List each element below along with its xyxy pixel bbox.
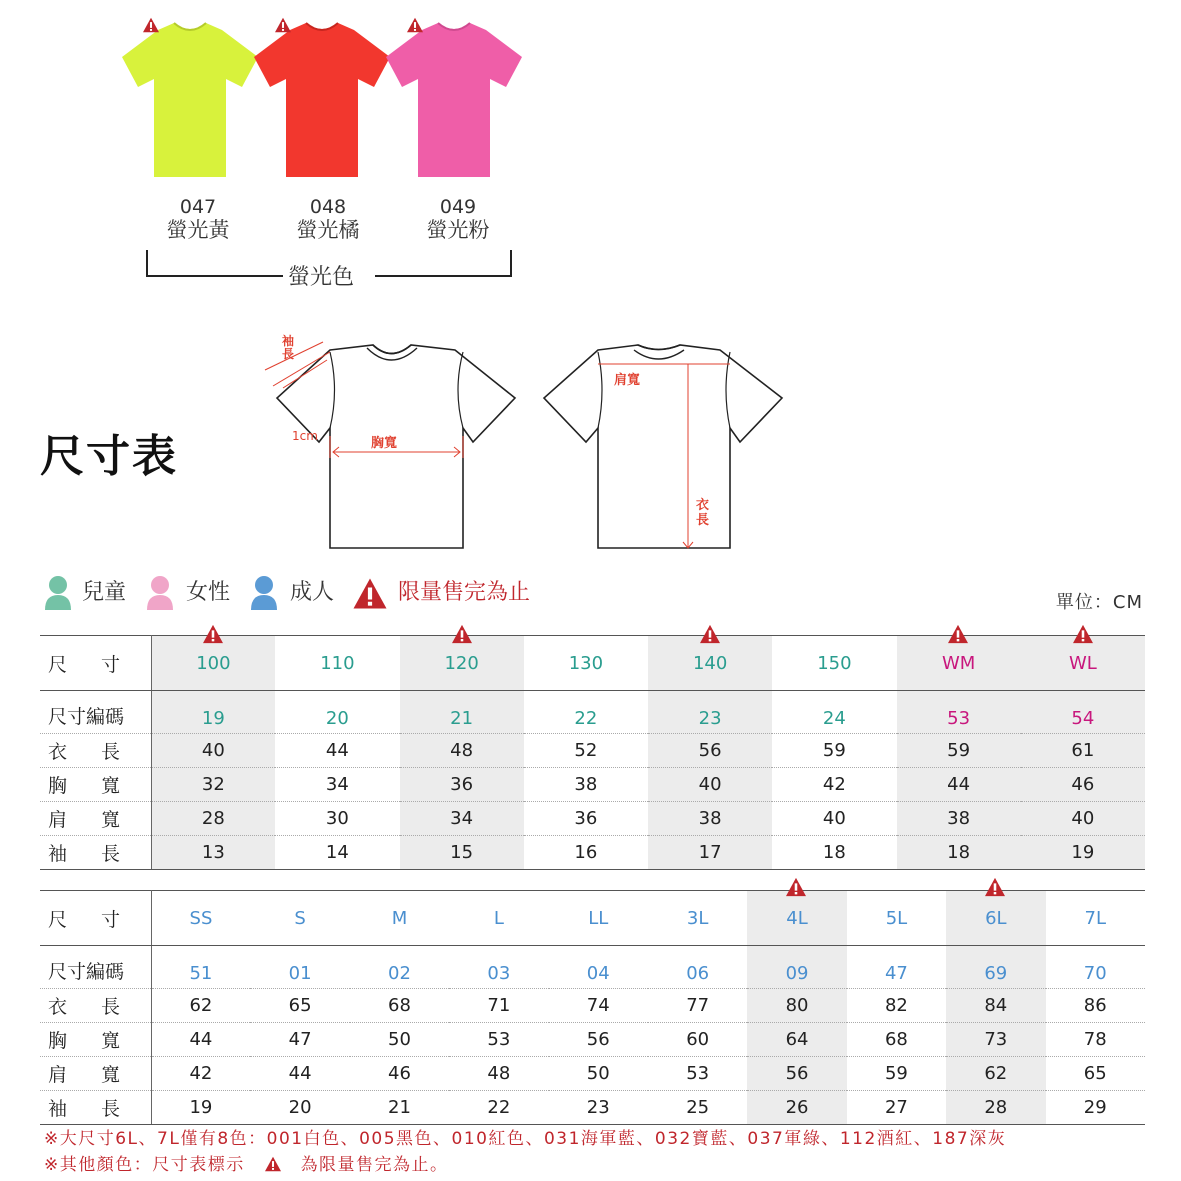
code-cell: 54: [1021, 691, 1145, 734]
value-cell: 46: [1021, 768, 1145, 802]
code-cell: 03: [487, 963, 511, 984]
row-header: 袖 長: [40, 836, 151, 870]
size-cell: 3L: [648, 891, 747, 946]
table-row: [40, 989, 1145, 1023]
tshirt-pink-icon: [382, 15, 527, 185]
size-cell: L: [449, 891, 548, 946]
value-cell: 53: [648, 1057, 747, 1091]
value-cell: 27: [847, 1091, 946, 1125]
row-header: 尺寸編碼: [40, 946, 151, 989]
warning-icon: [947, 624, 969, 644]
code-cell: 19: [151, 691, 275, 734]
value-cell: 59: [847, 1057, 946, 1091]
value-cell: 65: [250, 989, 349, 1023]
size-cell: 5L: [847, 891, 946, 946]
size-cell: 130: [524, 636, 648, 691]
swatch-code: 047: [179, 196, 217, 218]
table-row: [40, 1023, 1145, 1057]
value-cell: 59: [897, 734, 1021, 768]
value-cell: 28: [946, 1091, 1045, 1125]
chest-width-label: 胸寬: [371, 436, 398, 451]
swatch-code: 049: [439, 196, 477, 218]
value-cell: 34: [400, 802, 524, 836]
size-cell: 120: [400, 636, 524, 691]
table-row: [40, 802, 1145, 836]
value-cell: 36: [524, 802, 648, 836]
legend-women: 女性: [186, 580, 231, 605]
swatch-name: 螢光黃: [166, 218, 230, 242]
value-cell: 14: [275, 836, 399, 870]
value-cell: 18: [772, 836, 896, 870]
legend-kids: 兒童: [82, 580, 127, 605]
value-cell: 22: [449, 1091, 548, 1125]
row-header: 胸 寬: [40, 1023, 151, 1057]
adult-person-icon: [250, 575, 278, 611]
code-cell: 51: [189, 963, 213, 984]
value-cell: 68: [350, 989, 449, 1023]
legend-adult: 成人: [290, 580, 335, 605]
value-cell: 18: [897, 836, 1021, 870]
note-text: ※其他顏色：尺寸表標示: [44, 1155, 245, 1175]
value-cell: 56: [549, 1023, 648, 1057]
value-cell: 38: [648, 802, 772, 836]
warning-icon: [785, 877, 807, 897]
warning-icon: [142, 17, 160, 33]
row-header: 衣 長: [40, 989, 151, 1023]
value-cell: 61: [1021, 734, 1145, 768]
value-cell: 40: [648, 768, 772, 802]
warning-icon: [406, 17, 424, 33]
note-text: 為限量售完為止。: [300, 1155, 449, 1175]
size-cell: 110: [275, 636, 399, 691]
value-cell: 19: [151, 1091, 250, 1125]
size-cell: WL: [1021, 636, 1145, 691]
size-cell: S: [250, 891, 349, 946]
value-cell: 64: [747, 1023, 846, 1057]
value-cell: 78: [1046, 1023, 1145, 1057]
value-cell: 19: [1021, 836, 1145, 870]
table-row: [40, 768, 1145, 802]
warning-icon: [451, 624, 473, 644]
body-length-label: 衣長: [696, 498, 710, 528]
value-cell: 34: [275, 768, 399, 802]
value-cell: 71: [449, 989, 548, 1023]
size-cell: 7L: [1046, 891, 1145, 946]
page-title: 尺寸表: [40, 431, 178, 482]
offset-label: 1cm: [292, 429, 318, 443]
value-cell: 40: [151, 734, 275, 768]
value-cell: 62: [946, 1057, 1045, 1091]
table-row: [40, 891, 1145, 946]
size-cell: 6L: [946, 891, 1045, 946]
tshirt-orange-icon: [250, 15, 395, 185]
size-cell: M: [350, 891, 449, 946]
value-cell: 77: [648, 989, 747, 1023]
table-row: [40, 946, 1145, 989]
value-cell: 20: [250, 1091, 349, 1125]
sleeve-length-label: 袖長: [282, 334, 295, 361]
code-cell: 70: [1083, 963, 1107, 984]
swatch-code: 048: [309, 196, 347, 218]
kids-women-size-table: [40, 635, 1145, 870]
shirt-back-diagram: [540, 330, 790, 555]
value-cell: 68: [847, 1023, 946, 1057]
value-cell: 73: [946, 1023, 1045, 1057]
value-cell: 62: [151, 989, 250, 1023]
table-row: [40, 1091, 1145, 1125]
value-cell: 30: [275, 802, 399, 836]
warning-icon: [984, 877, 1006, 897]
swatch-orange: [250, 15, 395, 185]
value-cell: 65: [1046, 1057, 1145, 1091]
value-cell: 80: [747, 989, 846, 1023]
size-cell: LL: [549, 891, 648, 946]
adult-size-table: [40, 890, 1145, 1125]
value-cell: 36: [400, 768, 524, 802]
swatch-pink: [382, 15, 527, 185]
value-cell: 82: [847, 989, 946, 1023]
row-header: 尺寸編碼: [40, 691, 151, 734]
legend-limited: 限量售完為止: [398, 580, 531, 605]
value-cell: 56: [747, 1057, 846, 1091]
code-cell: 47: [884, 963, 908, 984]
value-cell: 44: [250, 1057, 349, 1091]
value-cell: 25: [648, 1091, 747, 1125]
tshirt-yellow-icon: [118, 15, 263, 185]
value-cell: 86: [1046, 989, 1145, 1023]
kids-person-icon: [44, 575, 72, 611]
note-other-colors: [44, 1150, 449, 1175]
warning-icon: [1072, 624, 1094, 644]
value-cell: 56: [648, 734, 772, 768]
value-cell: 32: [151, 768, 275, 802]
row-header: 胸 寬: [40, 768, 151, 802]
code-cell: 06: [686, 963, 710, 984]
code-cell: 53: [897, 691, 1021, 734]
shoulder-width-label: 肩寬: [614, 373, 641, 388]
value-cell: 21: [350, 1091, 449, 1125]
value-cell: 50: [350, 1023, 449, 1057]
value-cell: 42: [772, 768, 896, 802]
table-row: [40, 691, 1145, 734]
code-cell: 09: [747, 946, 846, 989]
swatch-name: 螢光粉: [426, 218, 490, 242]
value-cell: 48: [449, 1057, 548, 1091]
code-cell: 23: [648, 691, 772, 734]
value-cell: 44: [275, 734, 399, 768]
size-cell: WM: [897, 636, 1021, 691]
value-cell: 52: [524, 734, 648, 768]
value-cell: 17: [648, 836, 772, 870]
value-cell: 59: [772, 734, 896, 768]
size-cell: 100: [151, 636, 275, 691]
swatch-yellow: [118, 15, 263, 185]
value-cell: 47: [250, 1023, 349, 1057]
warning-icon: [352, 577, 388, 610]
value-cell: 16: [524, 836, 648, 870]
code-cell: 24: [822, 708, 846, 729]
code-cell: 22: [574, 708, 598, 729]
value-cell: 44: [151, 1023, 250, 1057]
table-row: [40, 836, 1145, 870]
value-cell: 26: [747, 1091, 846, 1125]
size-cell: SS: [151, 891, 250, 946]
value-cell: 74: [549, 989, 648, 1023]
size-cell: 150: [772, 636, 896, 691]
size-cell: 140: [648, 636, 772, 691]
value-cell: 40: [772, 802, 896, 836]
value-cell: 42: [151, 1057, 250, 1091]
code-cell: 02: [388, 963, 411, 984]
value-cell: 60: [648, 1023, 747, 1057]
value-cell: 84: [946, 989, 1045, 1023]
warning-icon: [202, 624, 224, 644]
row-header: 肩 寬: [40, 1057, 151, 1091]
value-cell: 38: [524, 768, 648, 802]
value-cell: 13: [151, 836, 275, 870]
value-cell: 38: [897, 802, 1021, 836]
size-cell: 4L: [747, 891, 846, 946]
row-header: 肩 寬: [40, 802, 151, 836]
value-cell: 40: [1021, 802, 1145, 836]
value-cell: 28: [151, 802, 275, 836]
unit-label: 單位：CM: [1055, 592, 1143, 613]
code-cell: 69: [946, 946, 1045, 989]
note-large-sizes: ※大尺寸6L、7L僅有8色：001白色、005黑色、010紅色、031海軍藍、032寶藍、037軍綠、112酒紅、187深灰: [44, 1129, 1007, 1149]
row-header: 袖 長: [40, 1091, 151, 1125]
table-row: [40, 734, 1145, 768]
row-header: 尺 寸: [40, 636, 151, 691]
value-cell: 29: [1046, 1091, 1145, 1125]
women-person-icon: [146, 575, 174, 611]
code-cell: 04: [586, 963, 610, 984]
warning-icon: [264, 1156, 282, 1172]
swatch-group-label: 螢光色: [288, 265, 355, 290]
code-cell: 21: [400, 691, 524, 734]
value-cell: 48: [400, 734, 524, 768]
value-cell: 15: [400, 836, 524, 870]
code-cell: 01: [288, 963, 312, 984]
warning-icon: [274, 17, 292, 33]
row-header: 衣 長: [40, 734, 151, 768]
value-cell: 44: [897, 768, 1021, 802]
swatch-name: 螢光橘: [296, 218, 360, 242]
warning-icon: [699, 624, 721, 644]
value-cell: 50: [549, 1057, 648, 1091]
value-cell: 53: [449, 1023, 548, 1057]
code-cell: 20: [325, 708, 349, 729]
row-header: 尺 寸: [40, 891, 151, 946]
value-cell: 46: [350, 1057, 449, 1091]
value-cell: 23: [549, 1091, 648, 1125]
table-row: [40, 1057, 1145, 1091]
